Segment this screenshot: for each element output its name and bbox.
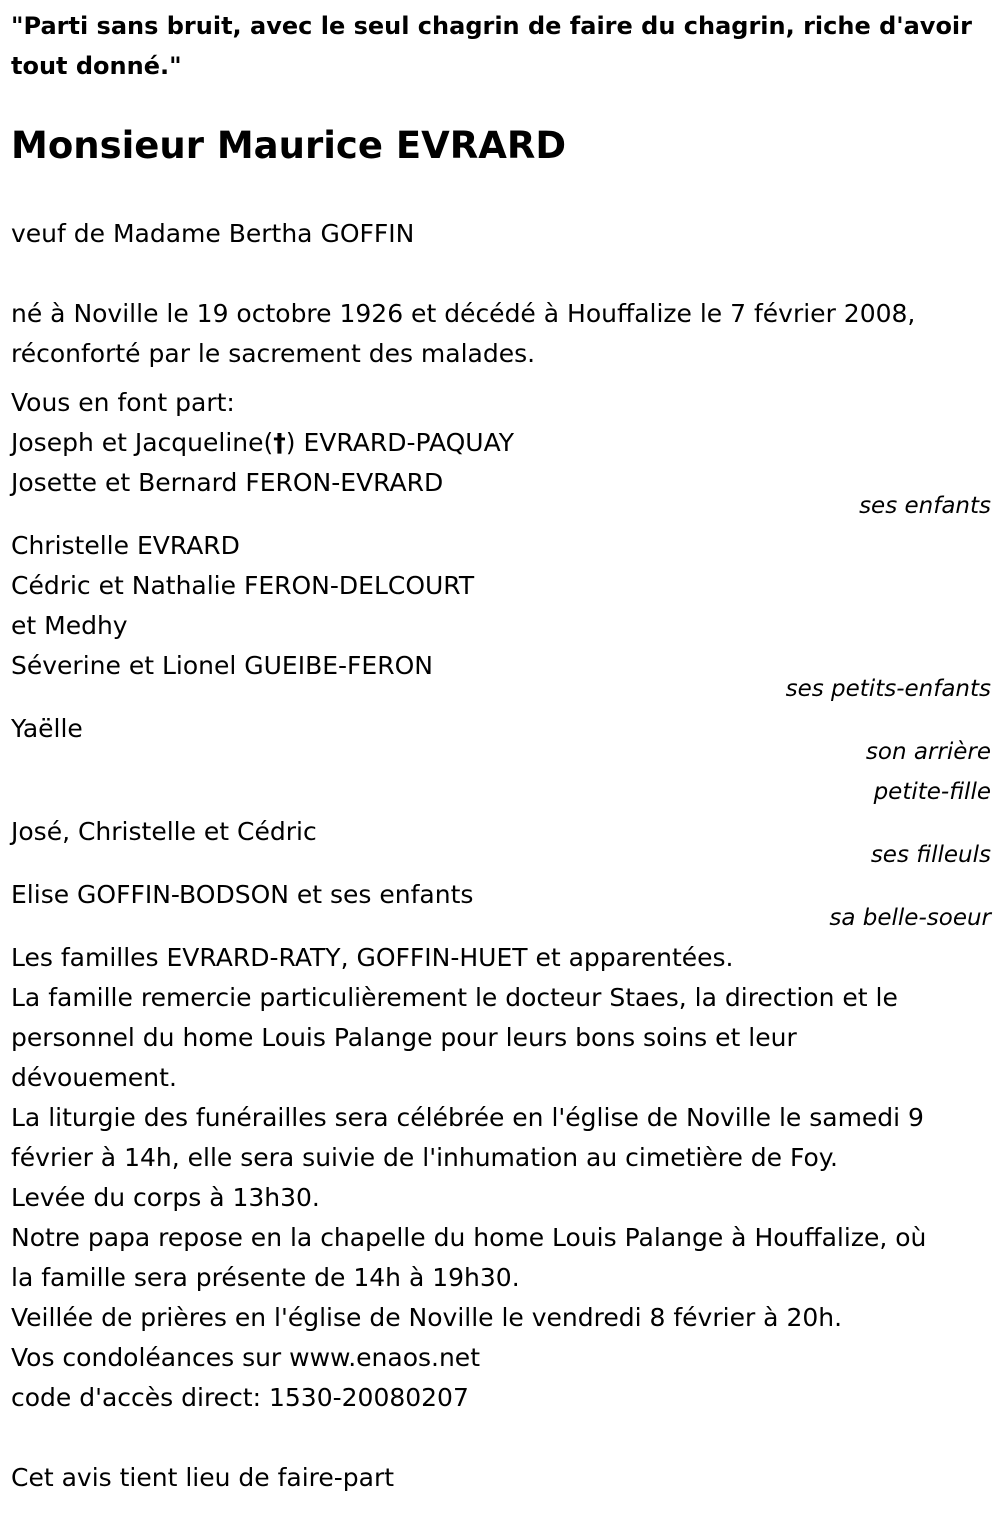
- repose-line-2: la famille sera présente de 14h à 19h30.: [11, 1263, 520, 1292]
- children-line-1: [11, 423, 514, 463]
- thanks-line-3: dévouement.: [11, 1063, 177, 1092]
- dates-line-2: réconforté par le sacrement des malades.: [11, 339, 536, 368]
- thanks-line-2: personnel du home Louis Palange pour leurs bons soins et leur: [11, 1023, 797, 1052]
- grandchildren-relation: ses petits-enfants: [785, 676, 991, 702]
- announcement-intro: Vous en font part:: [11, 388, 235, 417]
- deceased-name: Monsieur Maurice EVRARD: [11, 124, 567, 167]
- grandchildren-line-2: Cédric et Nathalie FERON-DELCOURT: [11, 571, 475, 600]
- levee-line: Levée du corps à 13h30.: [11, 1183, 320, 1212]
- liturgy-line-2: février à 14h, elle sera suivie de l'inhumation au cimetière de Foy.: [11, 1143, 838, 1172]
- sister-in-law-relation: sa belle-soeur: [829, 905, 991, 931]
- thanks-line-1: La famille remercie particulièrement le docteur Staes, la direction et le: [11, 983, 898, 1012]
- children-line-1-prefix: Joseph et Jacqueline(: [11, 428, 274, 457]
- children-line-2: Josette et Bernard FERON-EVRARD: [11, 468, 444, 497]
- repose-line-1: Notre papa repose en la chapelle du home Louis Palange à Houffalize, où: [11, 1223, 927, 1252]
- vigil-line: Veillée de prières en l'église de Noville le vendredi 8 février à 20h.: [11, 1303, 843, 1332]
- great-granddaughter-line: Yaëlle: [11, 714, 83, 743]
- grandchildren-line-4: Séverine et Lionel GUEIBE-FERON: [11, 651, 433, 680]
- children-line-1-suffix: ) EVRARD-PAQUAY: [285, 428, 515, 457]
- sister-in-law-line: Elise GOFFIN-BODSON et ses enfants: [11, 880, 474, 909]
- cross-icon: †: [273, 428, 286, 457]
- grandchildren-line-3: et Medhy: [11, 611, 128, 640]
- great-granddaughter-relation-2: petite-fille: [873, 779, 991, 805]
- grandchildren-line-1: Christelle EVRARD: [11, 531, 240, 560]
- condolences-line: Vos condoléances sur www.enaos.net: [11, 1343, 480, 1372]
- godchildren-line: José, Christelle et Cédric: [11, 817, 317, 846]
- children-relation: ses enfants: [859, 493, 991, 519]
- epitaph-quote: "Parti sans bruit, avec le seul chagrin de faire du chagrin, riche d'avoir tout donné.": [11, 12, 972, 80]
- godchildren-relation: ses filleuls: [870, 842, 991, 868]
- families-line: Les familles EVRARD-RATY, GOFFIN-HUET et apparentées.: [11, 943, 734, 972]
- spouse-line: veuf de Madame Bertha GOFFIN: [11, 219, 415, 248]
- access-code-line: code d'accès direct: 1530-20080207: [11, 1383, 469, 1412]
- dates-line-1: né à Noville le 19 octobre 1926 et décédé à Houffalize le 7 février 2008,: [11, 299, 916, 328]
- closing-line: Cet avis tient lieu de faire-part: [11, 1463, 395, 1492]
- liturgy-line-1: La liturgie des funérailles sera célébrée en l'église de Noville le samedi 9: [11, 1103, 924, 1132]
- great-granddaughter-relation-1: son arrière: [865, 739, 991, 765]
